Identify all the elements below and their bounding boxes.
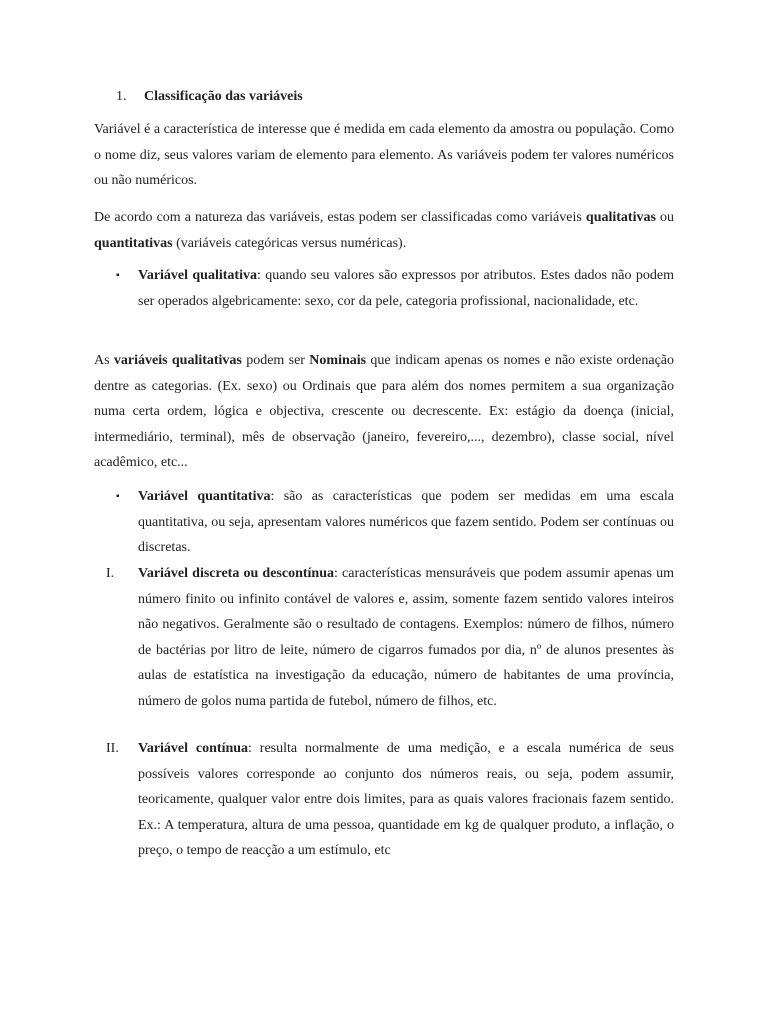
qualitative-types-paragraph — [94, 348, 674, 476]
intro-paragraph: Variável é a característica de interesse que é medida em cada elemento da amostra ou população. Como o nome diz, seus valores variam de elemento para elemento. As variáveis podem ter valores numéricos ou não numéricos. — [94, 122, 674, 188]
bullet-quantitative-body: : são as características que podem ser medidas em uma escala quantitativa, ou seja, apresentam valores numéricos que fazem sentido. Podem ser contínuas ou discretas. — [138, 489, 675, 555]
item-continuous-term: Variável contínua — [138, 741, 249, 756]
item-continuous-body: : resulta normalmente de uma medição, e a escala numérica de seus possíveis valores corresponde ao conjunto dos números reais, ou seja, podem assumir, teoricamente, qualquer valor entre dois limites, para as quais valores fracionais fazem sentido. Ex.: A temperatura, altura de uma pessoa, quantidade em kg de qualquer produto, a inflação, o preço, o tempo de reacção a um estímulo, etc — [138, 741, 674, 858]
term-quantitativas: quantitativas — [94, 235, 173, 251]
qualitative-types-body: que indicam apenas os nomes e não existe ordenação dentre as categorias. (Ex. sexo) ou Ordinais que para além dos nomes permitem a sua organização numa certa ordem, lógica e objectiva, crescente ou decrescente. Ex: estágio da doença (inicial, intermediário, terminal), mês de observação (janeiro, fevereiro,..., dezembro), classe social, nível acadêmico, etc... — [94, 353, 674, 470]
section-number: 1. — [116, 89, 127, 104]
bullet-qualitative-term: Variável qualitativa — [138, 268, 257, 283]
item-continuous-text — [138, 736, 674, 864]
qualitative-types-mid: podem ser — [241, 353, 310, 368]
bullet-marker: ▪ — [116, 491, 120, 502]
item-discrete-term: Variável discreta ou descontínua — [138, 566, 334, 581]
section-title: Classificação das variáveis — [144, 89, 303, 104]
item-continuous-marker: II. — [106, 741, 119, 756]
bullet-qualitative-text — [138, 263, 674, 314]
bullet-marker: ▪ — [116, 270, 120, 281]
bullet-quantitative-text — [138, 484, 674, 561]
term-qualitativas: qualitativas — [585, 210, 656, 225]
item-discrete-body: : características mensuráveis que podem assumir apenas um número finito ou infinito contável de valores e, assim, somente fazem sentido valores inteiros não negativos. Geralmente são o resultado de contagens. Exemplos: número de filhos, número de bactérias por litro de leite, número de cigarros fumados por dia, nº de alunos presentes às aulas de estatística na investigação da educação, número de habitantes de uma província, número de golos numa partida de futebol, número de filhos, etc. — [138, 566, 674, 709]
classification-connector: ou — [655, 210, 675, 225]
item-discrete-text — [138, 561, 674, 714]
item-discrete-marker: I. — [106, 566, 115, 581]
classification-paragraph — [94, 205, 674, 256]
classification-tail: (variáveis categóricas versus numéricas). — [172, 235, 407, 251]
section-heading — [116, 84, 303, 109]
bullet-quantitative-term: Variável quantitativa — [138, 489, 271, 504]
term-variaveis-qualitativas: variáveis qualitativas — [113, 353, 242, 368]
classification-lead: De acordo com a natureza das variáveis, estas podem ser classificadas como variáveis — [94, 210, 586, 225]
bullet-qualitative-body: : quando seu valores são expressos por atributos. Estes dados não podem ser operados algebricamente: sexo, cor da pele, categoria profissional, nacionalidade, etc. — [138, 268, 674, 309]
term-nominais: Nominais — [309, 353, 367, 368]
qualitative-types-lead: As — [94, 353, 114, 368]
